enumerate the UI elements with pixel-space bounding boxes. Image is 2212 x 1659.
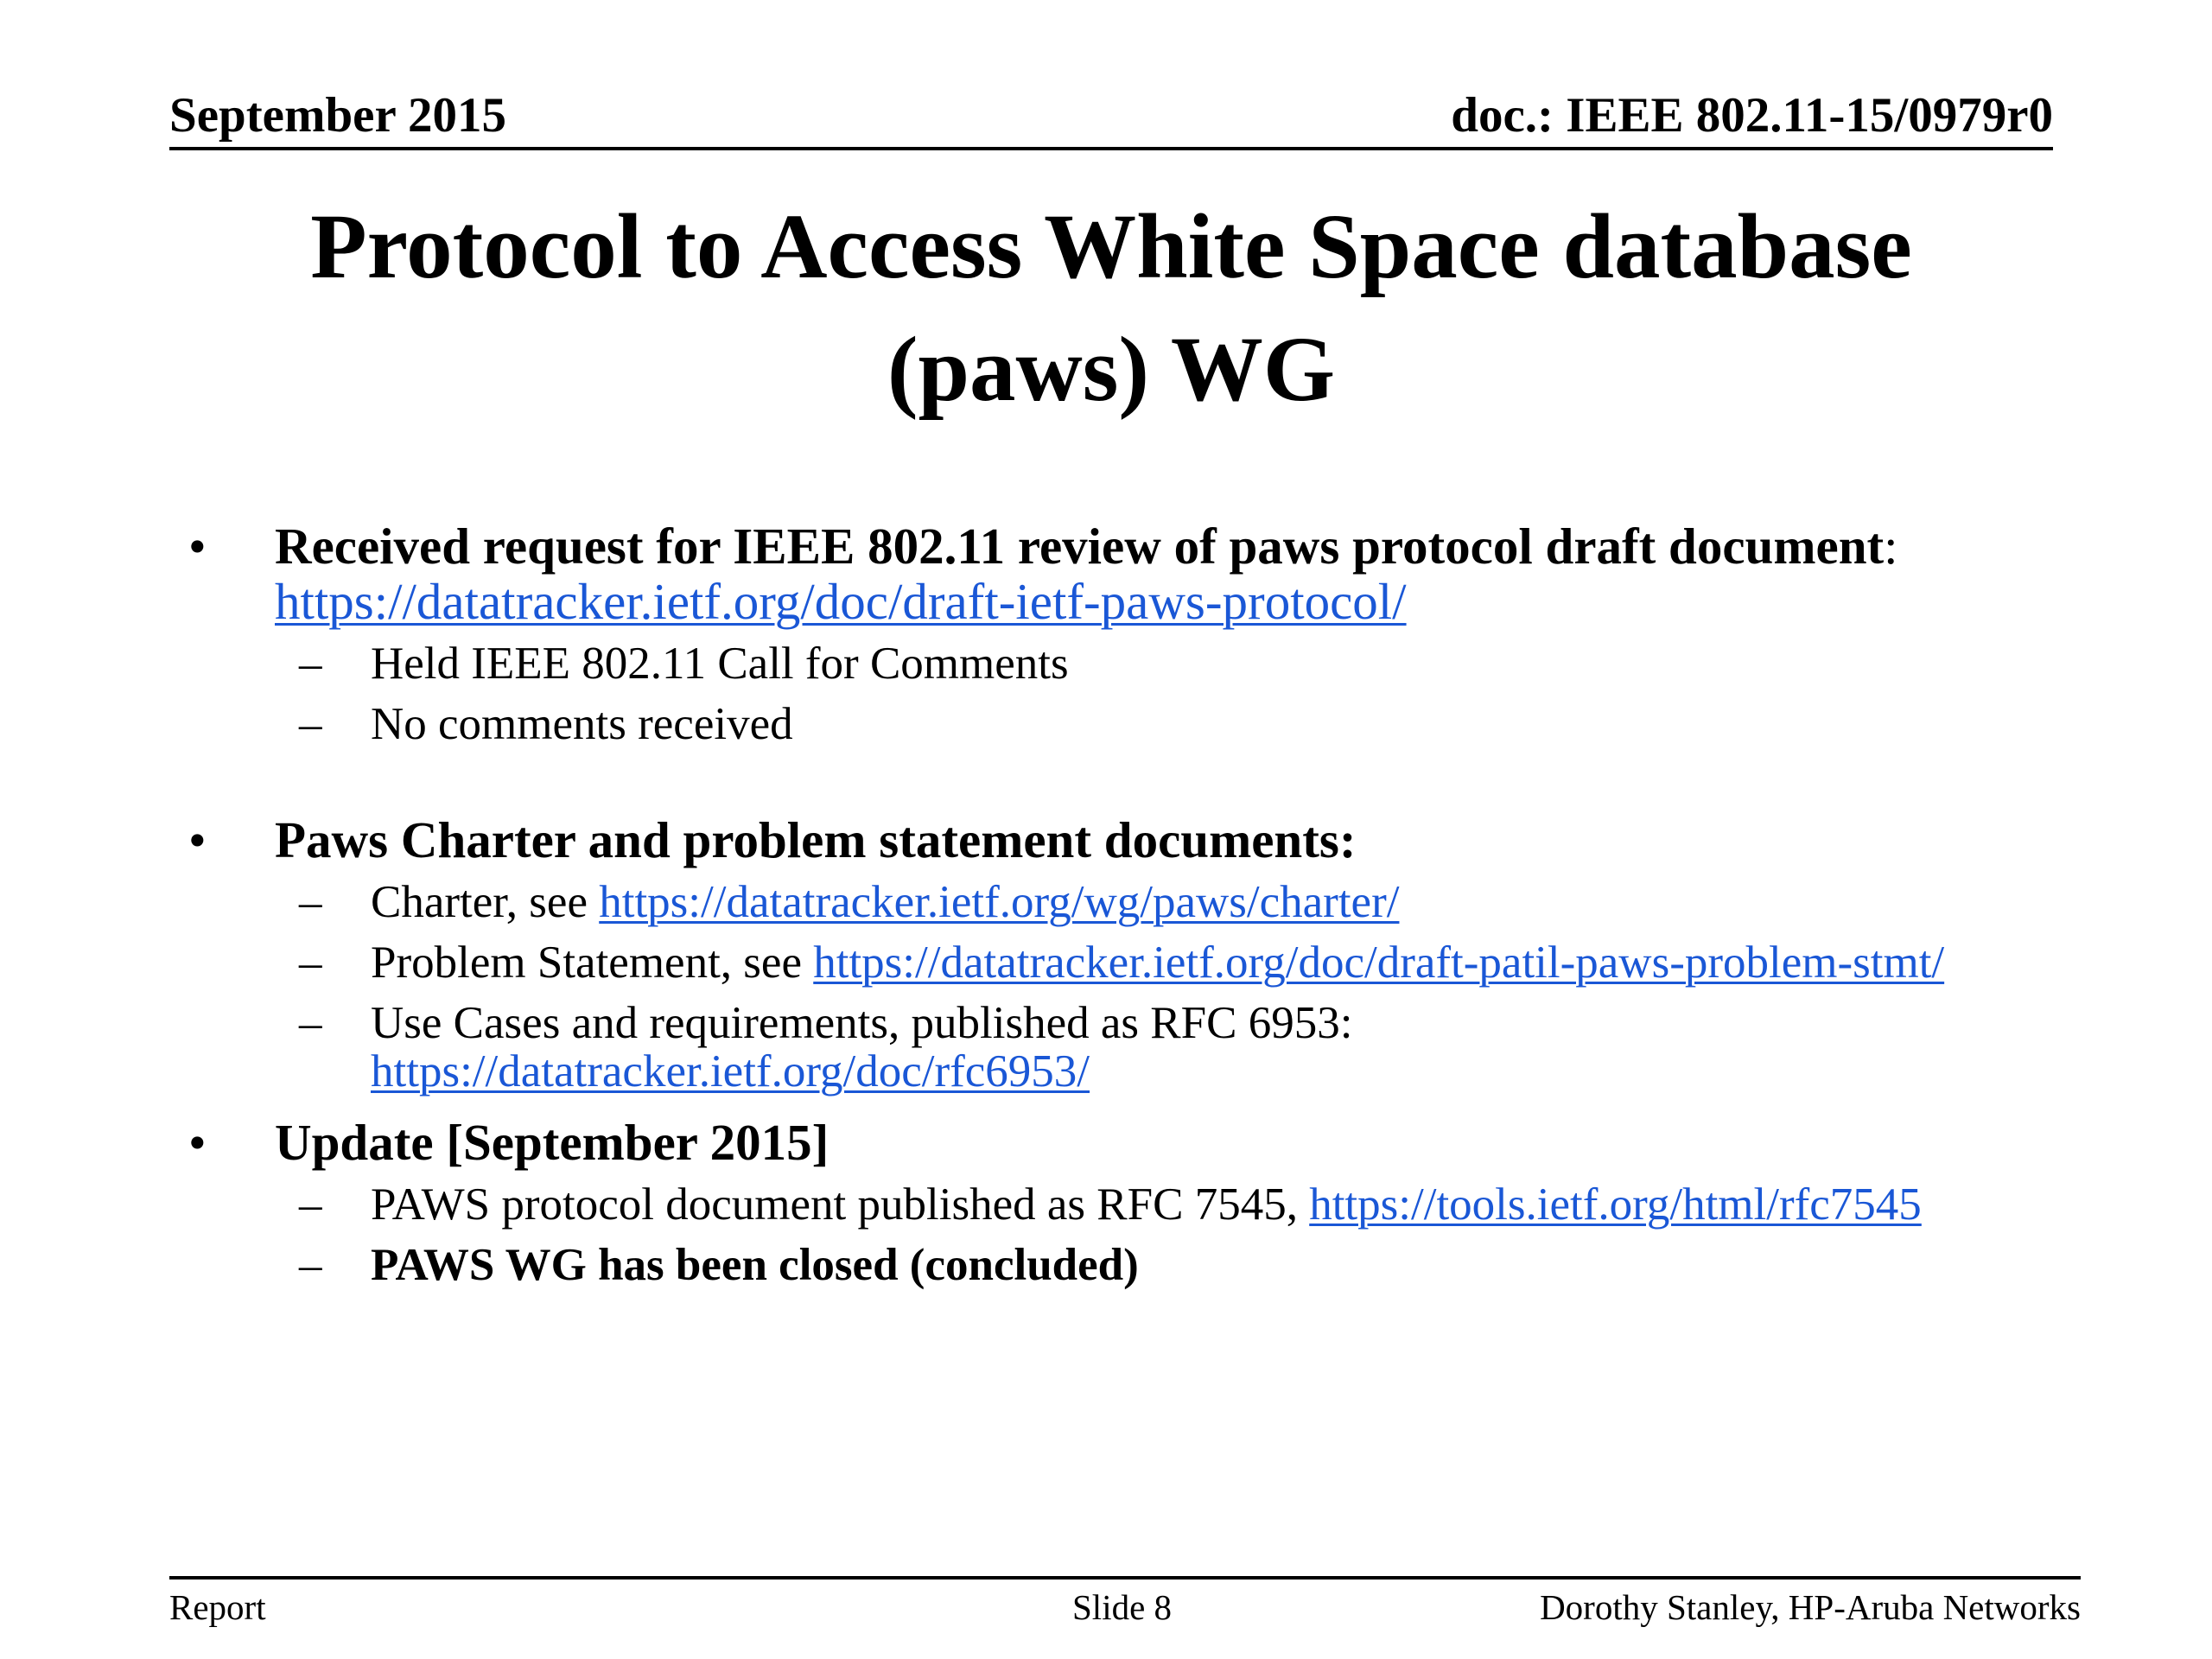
slide-footer [169, 1576, 2081, 1627]
sub-item-charter [169, 878, 2105, 926]
sub-item-use-cases [169, 999, 2105, 1096]
dash-mark: – [299, 699, 322, 749]
title-line-2: (paws) WG [887, 319, 1336, 421]
bullet-text: Update [September 2015] [275, 1114, 830, 1171]
bullet-review-request [169, 518, 2105, 629]
sub-item-text: Charter, see [371, 877, 600, 927]
bullet-text: Received request for IEEE 802.11 review of paws protocol draft document [275, 518, 1885, 575]
rfc7545-link[interactable]: https://tools.ietf.org/html/rfc7545 [1309, 1179, 1922, 1230]
sub-item-text: No comments received [371, 699, 793, 749]
bullet-update [169, 1115, 2105, 1170]
dash-mark: – [299, 998, 322, 1048]
bullet-mark: • [188, 811, 207, 868]
slide-title [169, 186, 2053, 431]
dash-mark: – [299, 877, 322, 927]
sub-item-rfc7545 [169, 1180, 2105, 1229]
sub-item-text: Use Cases and requirements, published as RFC 6953: [371, 998, 1353, 1048]
title-line-1: Protocol to Access White Space database [310, 196, 1912, 298]
sub-item-text: PAWS protocol document published as RFC 7545, [371, 1179, 1310, 1230]
sub-item-text: PAWS WG has been closed (concluded) [371, 1240, 1139, 1290]
sub-item-text: Held IEEE 802.11 Call for Comments [371, 639, 1069, 689]
protocol-draft-link[interactable]: https://datatracker.ietf.org/doc/draft-ietf-paws-protocol/ [275, 573, 1407, 630]
sub-item-wg-closed [169, 1241, 2105, 1289]
footer-report: Report [169, 1587, 266, 1627]
dash-mark: – [299, 639, 322, 689]
dash-mark: – [299, 938, 322, 988]
bullet-mark: • [188, 518, 207, 575]
dash-mark: – [299, 1240, 322, 1290]
dash-mark: – [299, 1179, 322, 1230]
sub-item-no-comments [169, 700, 2105, 748]
header-doc-id: doc.: IEEE 802.11-15/0979r0 [1451, 88, 2053, 143]
bullet-suffix: : [1884, 518, 1898, 575]
charter-link[interactable]: https://datatracker.ietf.org/wg/paws/charter/ [599, 877, 1400, 927]
sub-item-text: Problem Statement, see [371, 938, 814, 988]
header-date: September 2015 [169, 88, 506, 143]
sub-item-problem-statement [169, 938, 2105, 987]
slide-body [169, 518, 2105, 1289]
bullet-charter-docs [169, 812, 2105, 868]
footer-slide-number: Slide 8 [1072, 1587, 1173, 1627]
bullet-mark: • [188, 1114, 207, 1171]
sub-item-call-for-comments [169, 639, 2105, 688]
rfc6953-link[interactable]: https://datatracker.ietf.org/doc/rfc6953/ [371, 1046, 1090, 1096]
footer-author: Dorothy Stanley, HP-Aruba Networks [1540, 1587, 2081, 1627]
slide-header [169, 85, 2053, 150]
bullet-text: Paws Charter and problem statement documents: [275, 811, 1357, 868]
problem-statement-link[interactable]: https://datatracker.ietf.org/doc/draft-patil-paws-problem-stmt/ [813, 938, 1945, 988]
